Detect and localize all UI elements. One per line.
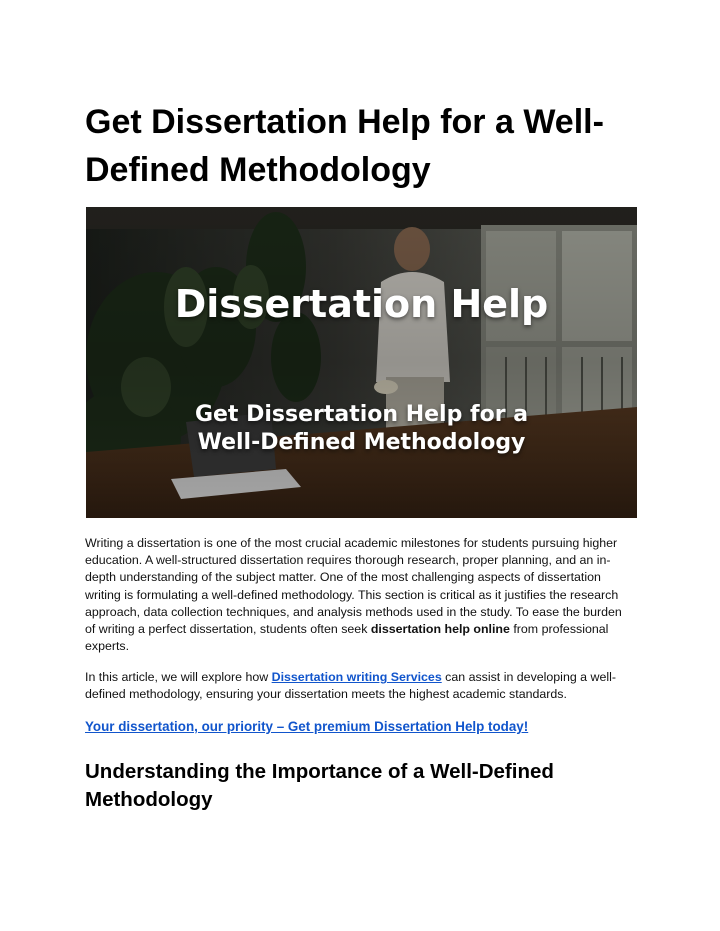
cta-link[interactable]: Your dissertation, our priority – Get premium Dissertation Help today! bbox=[85, 719, 529, 734]
intro-paragraph-text: Writing a dissertation is one of the most crucial academic milestones for students pursuing higher education. A well-structured dissertation requires thorough research, proper planning, and an in-depth understanding of the subject matter. One of the most challenging aspects of dissertation writing is formulating a well-defined methodology. This section is critical as it justifies the research approach, data collection techniques, and analysis methods used in the study. To ease the burden of writing a perfect dissertation, students often seek bbox=[85, 536, 622, 637]
hero-image bbox=[86, 207, 637, 518]
document-title: Get Dissertation Help for a Well-Defined Methodology bbox=[85, 103, 604, 189]
section-heading: Understanding the Importance of a Well-Defined Methodology bbox=[85, 760, 554, 811]
intro-paragraph bbox=[85, 535, 630, 655]
overview-lead-text: In this article, we will explore how bbox=[85, 670, 272, 684]
hero-subheadline-line1: Get Dissertation Help for a bbox=[194, 402, 529, 427]
overview-tail-text: can assist in developing a well-defined methodology, ensuring your dissertation meets the highest academic standards. bbox=[85, 670, 616, 702]
intro-paragraph-tail: from professional experts. bbox=[85, 622, 609, 654]
cta-paragraph bbox=[85, 718, 645, 736]
dissertation-services-link[interactable]: Dissertation writing Services bbox=[271, 670, 442, 684]
article-overview-paragraph bbox=[85, 669, 630, 703]
hero-headline: Dissertation Help bbox=[174, 282, 549, 326]
hero-photo-background bbox=[86, 207, 637, 518]
hero-subheadline-line2: Well-Defined Methodology bbox=[197, 430, 526, 455]
intro-paragraph-bold: dissertation help online bbox=[370, 622, 510, 637]
hero-subheadline bbox=[86, 401, 637, 457]
